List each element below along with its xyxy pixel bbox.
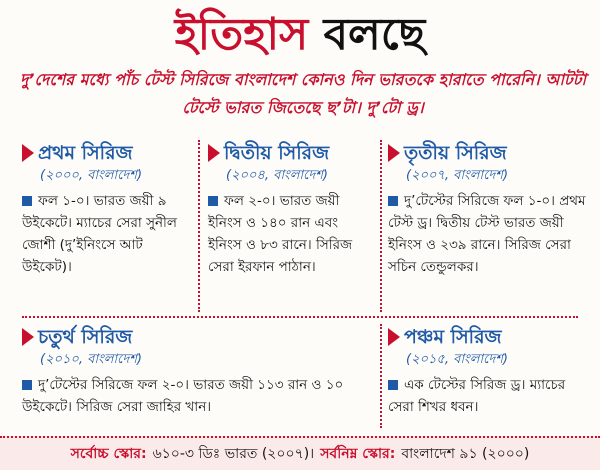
series-subtitle: (২০১০, বাংলাদেশ) bbox=[40, 352, 143, 367]
title-part-1: ইতিহাস bbox=[174, 9, 309, 60]
series-body bbox=[388, 374, 588, 418]
series-body-text: ফল ২-০। ভারত জয়ী ইনিংস ও ১৪০ রান এবং ইনিংস ও ৮৩ রানে। সিরিজ সেরা ইরফান পাঠান। bbox=[208, 193, 353, 275]
series-subtitle: (২০১৫, বাংলাদেশ) bbox=[406, 352, 508, 367]
highest-score-value: ৬১০-৩ ডিঃ ভারত (২০০৭)। bbox=[152, 446, 315, 462]
series-body bbox=[388, 190, 588, 278]
title-part-2: বলছে bbox=[323, 9, 426, 60]
series-card-1 bbox=[22, 140, 194, 278]
series-heading bbox=[388, 324, 588, 350]
triangle-bullet-icon bbox=[208, 144, 220, 162]
series-body-text: দু’টেস্টের সিরিজে ফল ১-০। প্রথম টেস্ট ড্র। দ্বিতীয় টেস্ট ভারত জয়ী ইনিংস ও ২৩৯ রানে। সিরিজ সেরা সচিন তেন্ডুলকর। bbox=[388, 193, 586, 275]
series-title: পঞ্চম সিরিজ bbox=[404, 326, 502, 348]
series-body-text: ফল ১-০। ভারত জয়ী ৯ উইকেটে। ম্যাচের সেরা সুনীল জোশী (দু’ইনিংসে আট উইকেট)। bbox=[22, 193, 177, 275]
lowest-score-value: বাংলাদেশ ৯১ (২০০০) bbox=[401, 446, 530, 462]
series-title: দ্বিতীয় সিরিজ bbox=[224, 142, 330, 164]
column-divider bbox=[380, 324, 382, 428]
series-card-2 bbox=[208, 140, 376, 278]
page-title bbox=[0, 6, 600, 64]
triangle-bullet-icon bbox=[22, 144, 34, 162]
square-bullet-icon bbox=[22, 380, 32, 390]
square-bullet-icon bbox=[208, 196, 218, 206]
series-heading bbox=[22, 324, 368, 350]
column-divider bbox=[198, 140, 200, 312]
series-subtitle: (২০০০, বাংলাদেশ) bbox=[40, 168, 143, 183]
series-title: প্রথম সিরিজ bbox=[38, 142, 133, 164]
series-heading bbox=[208, 140, 376, 166]
square-bullet-icon bbox=[22, 196, 32, 206]
series-heading bbox=[22, 140, 194, 166]
series-heading bbox=[388, 140, 588, 166]
intro-text: দু’দেশের মধ্যে পাঁচ টেস্ট সিরিজে বাংলাদেশ কোনও দিন ভারতকে হারাতে পারেনি। আটটা টেস্টে ভারত জিতেছে ছ’টা। দু’টো ড্র। bbox=[19, 70, 587, 117]
lowest-score-label: সর্বনিম্ন স্কোর: bbox=[320, 446, 396, 462]
series-subtitle: (২০০৭, বাংলাদেশ) bbox=[406, 168, 509, 183]
series-card-3 bbox=[388, 140, 588, 278]
score-footer bbox=[0, 436, 600, 470]
series-body bbox=[208, 190, 376, 278]
series-title: চতুর্থ সিরিজ bbox=[38, 326, 133, 348]
series-title: তৃতীয় সিরিজ bbox=[404, 142, 507, 164]
square-bullet-icon bbox=[388, 196, 398, 206]
triangle-bullet-icon bbox=[388, 144, 400, 162]
triangle-bullet-icon bbox=[388, 328, 400, 346]
highest-score-label: সর্বোচ্চ স্কোর: bbox=[70, 446, 147, 462]
series-card-4 bbox=[22, 324, 368, 418]
triangle-bullet-icon bbox=[22, 328, 34, 346]
series-card-5 bbox=[388, 324, 588, 418]
series-body bbox=[22, 190, 194, 278]
series-body-text: দু’টেস্টের সিরিজে ফল ২-০। ভারত জয়ী ১১৩ রান ও ১০ উইকেটে। সিরিজ সেরা জাহির খান। bbox=[22, 377, 344, 415]
series-subtitle: (২০০৪, বাংলাদেশ) bbox=[226, 168, 329, 183]
series-body-text: এক টেস্টের সিরিজ ড্র। ম্যাচের সেরা শিখর ধবন। bbox=[388, 377, 566, 415]
series-body bbox=[22, 374, 368, 418]
column-divider bbox=[380, 140, 382, 312]
square-bullet-icon bbox=[388, 380, 398, 390]
row-divider bbox=[22, 316, 578, 318]
